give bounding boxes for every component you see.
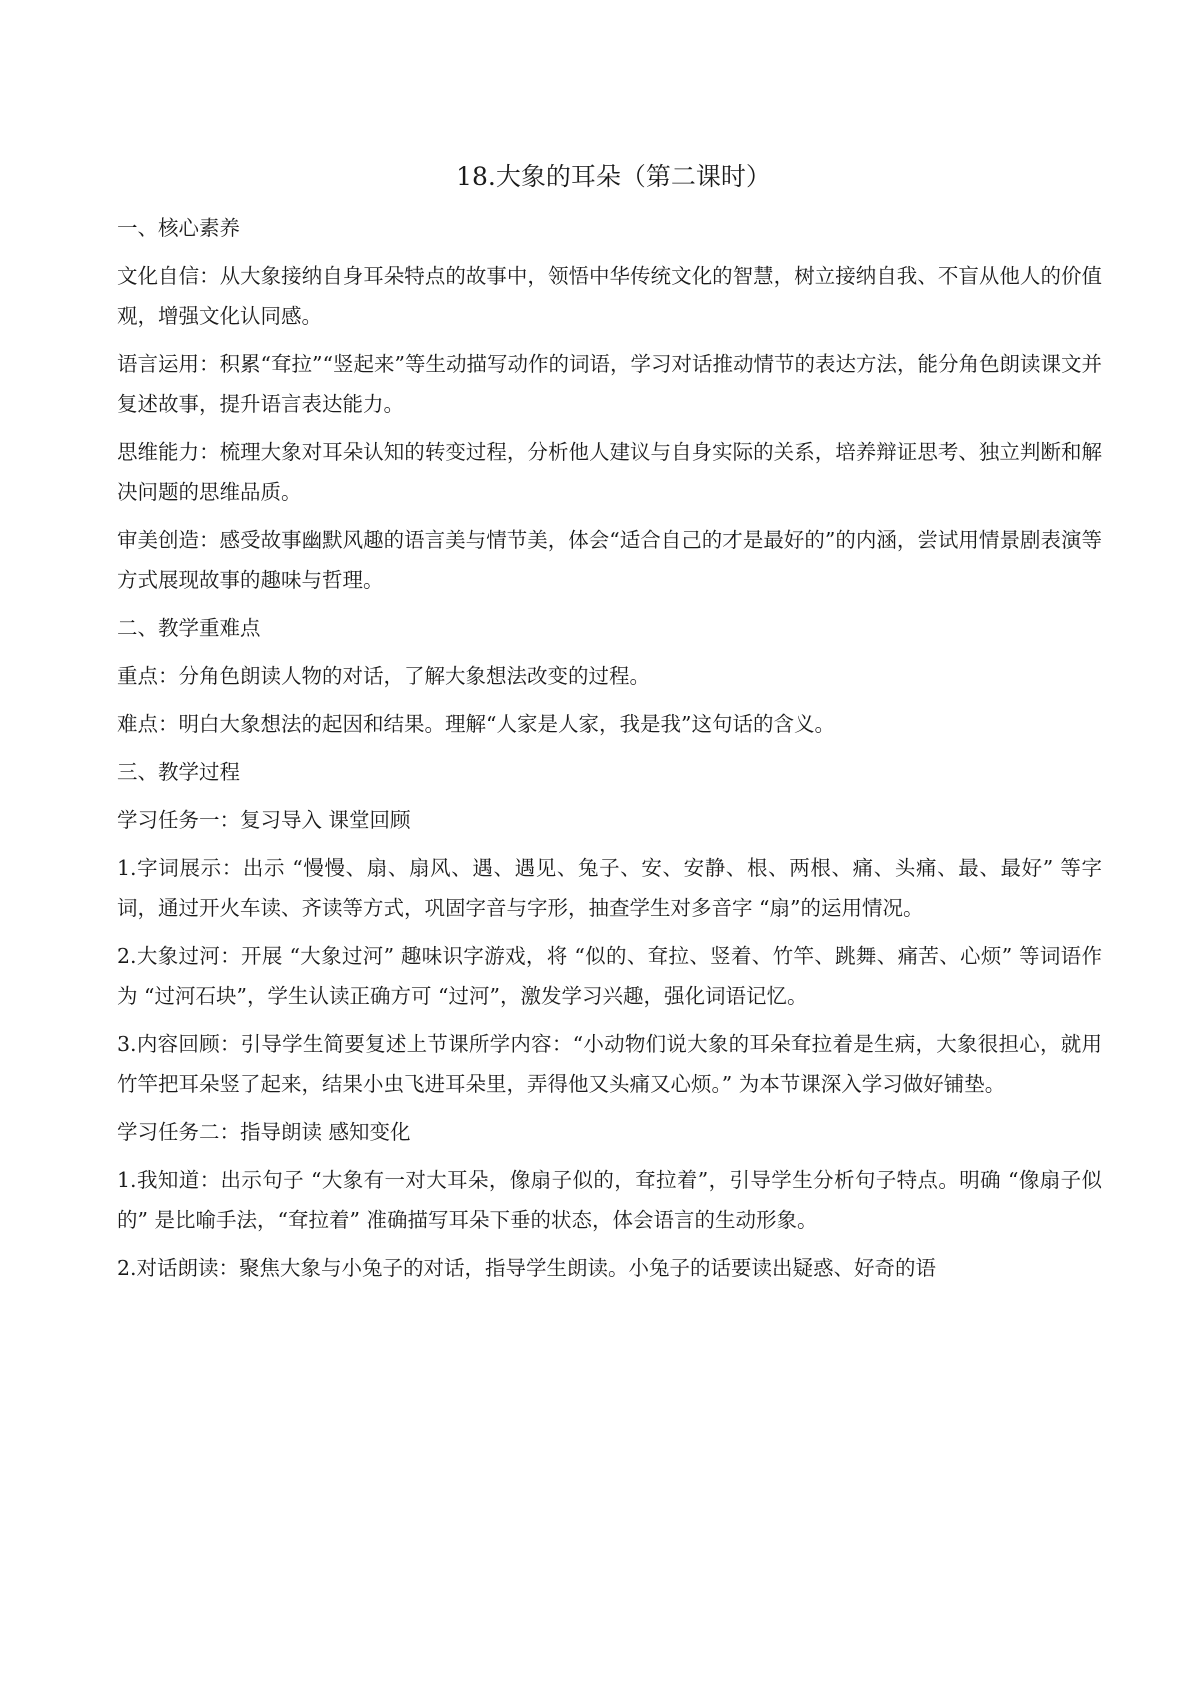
task-heading-two: 学习任务二：指导朗读 感知变化 (117, 1120, 411, 1144)
paragraph-difficulty: 难点：明白大象想法的起因和结果。理解“人家是人家，我是我”这句话的含义。 (117, 712, 835, 736)
section-heading-core-literacy: 一、核心素养 (117, 216, 240, 240)
paragraph-task1-item1: 1.字词展示：出示 “慢慢、扇、扇风、遇、遇见、兔子、安、安静、根、两根、痛、头痛、最、最好” 等字词，通过开火车读、齐读等方式，巩固字音与字形，抽查学生对多音字 “扇”的运用情况。 (117, 856, 1102, 920)
paragraph-thinking-ability: 思维能力：梳理大象对耳朵认知的转变过程，分析他人建议与自身实际的关系，培养辩证思考、独立判断和解决问题的思维品质。 (117, 440, 1102, 504)
paragraph-task2-item1: 1.我知道：出示句子 “大象有一对大耳朵，像扇子似的，耷拉着”，引导学生分析句子特点。明确 “像扇子似的” 是比喻手法，“耷拉着” 准确描写耳朵下垂的状态，体会语言的生动形象。 (117, 1168, 1102, 1232)
task-heading-one: 学习任务一：复习导入 课堂回顾 (117, 808, 411, 832)
paragraph-cultural-confidence: 文化自信：从大象接纳自身耳朵特点的故事中，领悟中华传统文化的智慧，树立接纳自我、不盲从他人的价值观，增强文化认同感。 (117, 264, 1102, 328)
section-heading-teaching-process: 三、教学过程 (117, 760, 240, 784)
document-title: 18.大象的耳朵（第二课时） (456, 162, 771, 191)
paragraph-aesthetic-creation: 审美创造：感受故事幽默风趣的语言美与情节美，体会“适合自己的才是最好的”的内涵，尝试用情景剧表演等方式展现故事的趣味与哲理。 (117, 528, 1102, 592)
paragraph-language-use: 语言运用：积累“耷拉”“竖起来”等生动描写动作的词语，学习对话推动情节的表达方法，能分角色朗读课文并复述故事，提升语言表达能力。 (117, 352, 1102, 416)
paragraph-key-point: 重点：分角色朗读人物的对话，了解大象想法改变的过程。 (117, 664, 650, 688)
paragraph-task1-item2: 2.大象过河：开展 “大象过河” 趣味识字游戏，将 “似的、耷拉、竖着、竹竿、跳舞、痛苦、心烦” 等词语作为 “过河石块”，学生认读正确方可 “过河”，激发学习兴趣，强化词语记忆。 (117, 944, 1102, 1008)
paragraph-task1-item3: 3.内容回顾：引导学生简要复述上节课所学内容：“小动物们说大象的耳朵耷拉着是生病，大象很担心，就用竹竿把耳朵竖了起来，结果小虫飞进耳朵里，弄得他又头痛又心烦。” 为本节课深入学习做好铺垫。 (117, 1032, 1102, 1096)
paragraph-task2-item2: 2.对话朗读：聚焦大象与小兔子的对话，指导学生朗读。小兔子的话要读出疑惑、好奇的语 (117, 1256, 937, 1280)
section-heading-key-difficulties: 二、教学重难点 (117, 616, 261, 640)
